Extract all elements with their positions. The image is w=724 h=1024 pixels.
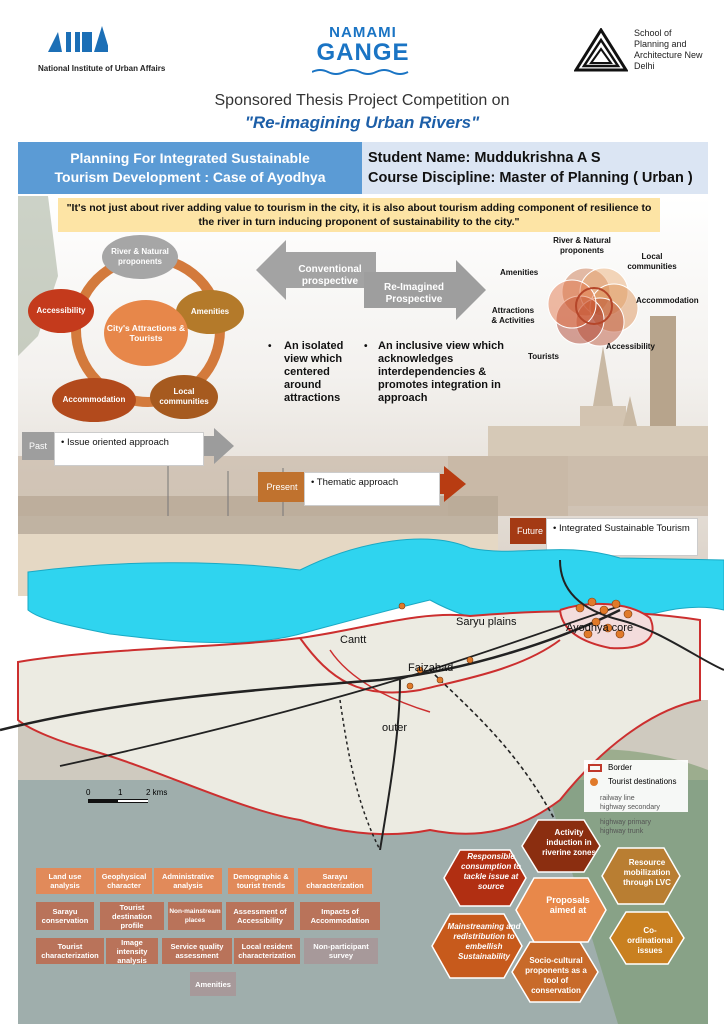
bullet-dot: • [364,341,368,352]
proposal-mainstreaming: Mainstreaming and redistribution to embellish Sustainability [447,922,521,961]
method-destination-profile: Tourist destination profile [100,902,164,930]
cycle-node-accessibility: Accessibility [28,289,94,333]
conventional-point-text: An isolated view which centered around attractions [284,340,344,404]
legend-border: Border [608,763,633,772]
method-sarayu-char: Sarayu characterization [298,868,372,894]
niua-name: National Institute of Urban Affairs [38,64,166,73]
niua-logo [38,26,168,73]
legend-tourist: Tourist destinations [608,777,677,786]
proposal-coordinational: Co-ordinational issues [627,926,673,955]
method-image-intensity: Image intensity analysis [106,938,158,964]
thesis-quote: "It's not just about river adding value to tourism in the city, it is also about tourism adding component of resilience to the river in turn inducing proponent of sustainability to the city." [58,198,660,232]
map-legend [584,760,688,812]
cycle-node-accommodation: Accommodation [52,378,136,422]
method-land-use: Land use analysis [36,868,94,894]
venn-label-tourists: Tourists [528,352,559,361]
reimagined-point-text: An inclusive view which acknowledges interdependencies & promotes integration in approach [378,340,504,404]
cycle-center-attractions: City's Attractions & Tourists [104,300,188,366]
method-sarayu-cons: Sarayu conservation [36,902,94,930]
map-label-ayodhya-core: Ayodhya core [566,622,634,634]
project-title-text: Planning For Integrated Sustainable Tourism Development : Case of Ayodhya [54,150,326,185]
conventional-label: Conventional prospective [298,264,362,287]
scale-1: 1 [118,788,123,797]
bullet-dot: • [268,341,272,352]
competition-title: "Re-imagining Urban Rivers" [244,113,480,132]
map-label-faizabad: Faizabad [408,662,454,674]
venn-label-accessibility: Accessibility [606,342,655,351]
venn-label-accommodation: Accommodation [636,296,699,305]
legend-hw-trunk: highway trunk [600,828,644,835]
method-demographic: Demographic & tourist trends [228,868,294,894]
scale-2: 2 kms [146,788,168,797]
method-service-quality: Service quality assessment [162,938,232,964]
cycle-node-river: River & Natural proponents [102,235,178,279]
venn-label-attractions: Attractions & Activities [491,306,535,325]
venn-label-amenities: Amenities [500,268,539,277]
map-label-cantt: Cantt [340,634,367,646]
proposal-resource-mobilization: Resource mobilization through LVC [623,858,671,887]
legend-hw-primary: highway primary [600,819,651,826]
reimagined-point [364,340,512,405]
spa-triangle-icon [574,28,628,72]
method-non-participant: Non-participant survey [304,938,378,964]
past-tag: Past [22,432,54,460]
legend-hw-secondary: highway secondary [600,804,660,811]
venn-diagram [540,262,650,352]
method-accommodation: Impacts of Accommodation [300,902,380,930]
present-box: • Thematic approach [304,472,440,506]
namami-gange-logo [312,24,414,74]
venn-label-local: Local communities [627,252,677,271]
scale-0: 0 [86,788,91,797]
proposal-activity-induction: Activity induction in riverine zones [542,828,596,857]
map-label-saryu: Saryu plains [456,616,517,628]
venn-label-river: River & Natural proponents [553,236,611,255]
cycle-node-local-communities: Local communities [150,375,218,419]
future-box: • Integrated Sustainable Tourism [546,518,698,556]
spa-name: School of Planning and Architecture New Delhi [634,28,703,71]
map-scale [86,788,176,808]
gange-text: GANGE [316,39,410,66]
competition-line: Sponsored Thesis Project Competition on [214,92,510,109]
spa-logo [574,28,703,74]
namami-text: NAMAMI [329,24,397,41]
proposal-center: Proposals aimed at [546,895,590,915]
map-label-outer: outer [382,722,408,734]
scale-bar-white [118,800,148,802]
legend-railway: railway line [600,795,635,802]
wave-icon [312,68,414,76]
reimagined-label: Re-Imagined Prospective [383,282,444,305]
present-text: Thematic approach [316,477,399,488]
method-amenities: Amenities [190,972,236,996]
conventional-point [270,340,352,405]
student-info [362,142,708,194]
cycle-node-amenities: Amenities [176,290,244,334]
proposal-responsible-consumption: Responsible consumption to tackle issue at source [461,852,521,891]
method-local-resident: Local resident characterization [234,938,300,964]
proposal-socio-cultural: Socio-cultural proponents as a tool of conservation [525,956,587,995]
legend-tourist-swatch [590,778,598,786]
legend-roads [544,794,688,812]
present-tag: Present [258,472,306,502]
method-accessibility: Assessment of Accessibility [226,902,294,930]
course-discipline: Course Discipline: Master of Planning ( Urban ) [368,170,693,186]
project-title [18,142,362,194]
method-tourist-char: Tourist characterization [36,938,104,964]
student-name: Student Name: Muddukrishna A S [368,150,601,166]
legend-border-swatch [588,764,602,772]
method-geophysical: Geophysical character [96,868,152,894]
past-text: Issue oriented approach [66,437,169,448]
future-tag: Future [510,518,550,544]
niua-icon [48,26,108,52]
future-text: Integrated Sustainable Tourism [558,523,690,534]
method-administrative: Administrative analysis [154,868,222,894]
past-box: • Issue oriented approach [54,432,204,466]
method-non-mainstream: Non-mainstream places [168,902,222,930]
